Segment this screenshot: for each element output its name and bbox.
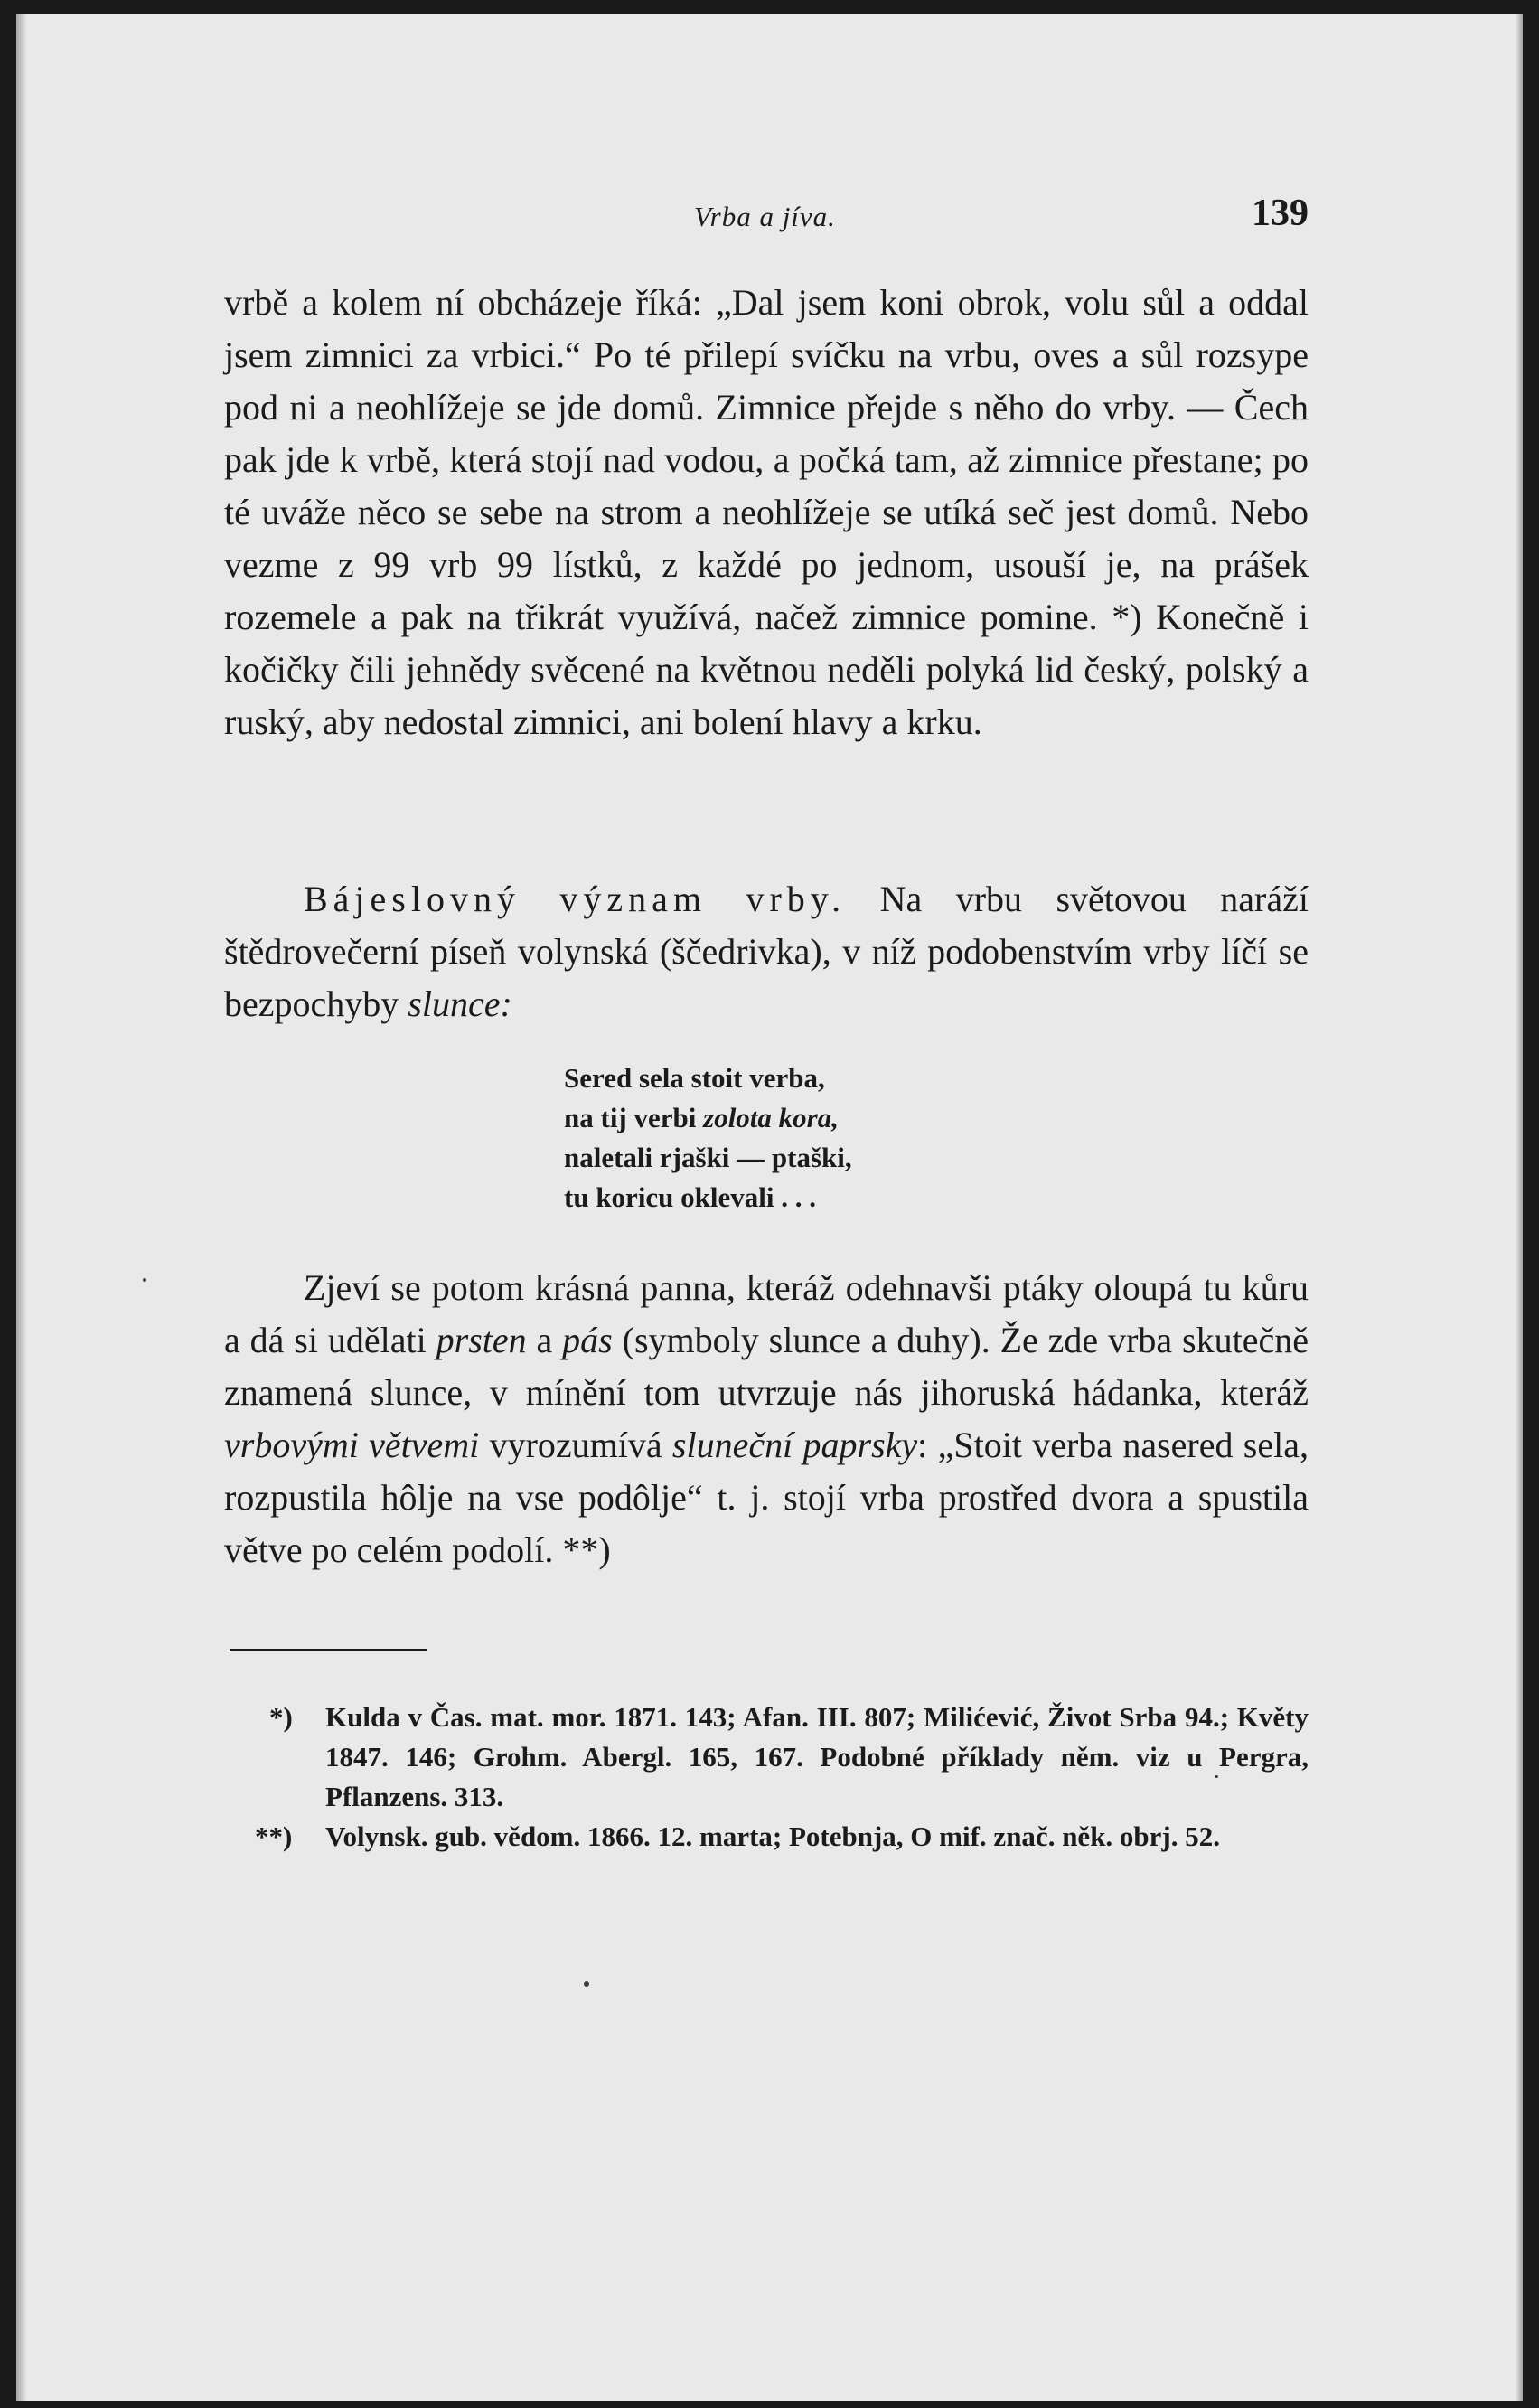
footnotes	[224, 1698, 1309, 1857]
paragraph-2-emphasis: slunce:	[408, 983, 512, 1024]
running-title: Vrba a jíva.	[694, 201, 836, 232]
page-header	[224, 192, 1309, 246]
footnote-1-mark: *)	[269, 1701, 293, 1733]
footnote-2-mark: **)	[255, 1820, 293, 1852]
p3-italic-prsten: prsten	[436, 1320, 527, 1360]
p3-italic-vetve: vrbovými větvemi	[224, 1425, 480, 1465]
section-heading: Bájeslovný význam vrby.	[304, 879, 847, 919]
paper-speck	[143, 1278, 146, 1282]
p3-text-5: : „Stoit verba nasered sela, rozpustila hôlje na vse podôlje“ t. j. stojí vrba prostřed dvora a spustila větve po celém podolí. **)	[224, 1425, 1309, 1570]
page-number: 139	[1252, 193, 1309, 234]
paper-speck	[1215, 1775, 1218, 1778]
p3-text-3: (symboly slunce a duhy). Že zde vrba skutečně znamená slunce, v mínění tom utvrzuje nás jihoruská hádanka, kteráž	[224, 1320, 1309, 1413]
book-page	[16, 14, 1523, 2401]
verse-line-2	[564, 1098, 852, 1138]
verse-line-2-italic: zolota kora,	[703, 1102, 839, 1133]
footnote-1-text: Kulda v Čas. mat. mor. 1871. 143; Afan. III. 807; Milićević, Život Srba 94.; Květy 1847. 146; Grohm. Abergl. 165, 167. Podobné příklady něm. viz u Pergra, Pflanzens. 313.	[325, 1701, 1309, 1812]
footnote-divider	[230, 1649, 427, 1651]
p3-text-1: Zjeví se potom krásná panna, kteráž odehnavši ptáky oloupá tu kůru a dá si udělati	[224, 1267, 1309, 1360]
verse-line-4: tu koricu oklevali . . .	[564, 1181, 817, 1213]
verse-line-2-text: na tij verbi	[564, 1102, 704, 1133]
p3-text-4: vyrozumívá	[479, 1425, 672, 1465]
verse-quote	[564, 1058, 852, 1218]
footnote-2	[224, 1817, 1309, 1857]
paper-speck	[584, 1981, 589, 1987]
paragraph-2	[224, 873, 1309, 1030]
page-edge-shadow-left	[16, 14, 27, 2401]
p3-text-2: a	[526, 1320, 563, 1360]
page-edge-shadow-right	[1516, 14, 1523, 2401]
p3-italic-pas: pás	[562, 1320, 613, 1360]
paragraph-2-text: Na vrbu světovou naráží štědrovečerní píseň volynská (ščedrivka), v níž podobenstvím vrby líčí se bezpochyby	[224, 879, 1309, 1024]
paragraph-1: vrbě a kolem ní obcházeje říká: „Dal jsem koni obrok, volu sůl a oddal jsem zimnici za vrbici.“ Po té přilepí svíčku na vrbu, oves a sůl rozsype pod ni a neohlížeje se jde domů. Zimnice přejde s něho do vrby. — Čech pak jde k vrbě, která stojí nad vodou, a počká tam, až zimnice přestane; po té uváže něco se sebe na strom a neohlížeje se utíká seč jest domů. Nebo vezme z 99 vrb 99 lístků, z každé po jednom, usouší je, na prášek rozemele a pak na třikrát využívá, načež zimnice pomine. *) Konečně i kočičky čili jehnědy svěcené na květnou neděli polyká lid český, polský a ruský, aby nedostal zimnici, ani bolení hlavy a krku.	[224, 282, 1309, 742]
paragraph-3	[224, 1262, 1309, 1576]
footnote-2-text: Volynsk. gub. vědom. 1866. 12. marta; Potebnja, O mif. znač. něk. obrj. 52.	[325, 1820, 1221, 1852]
verse-line-1: Sered sela stoit verba,	[564, 1062, 825, 1094]
footnote-1	[224, 1698, 1309, 1817]
p3-italic-paprsky: sluneční paprsky	[671, 1425, 918, 1465]
verse-line-3: naletali rjaški — ptaški,	[564, 1142, 852, 1173]
